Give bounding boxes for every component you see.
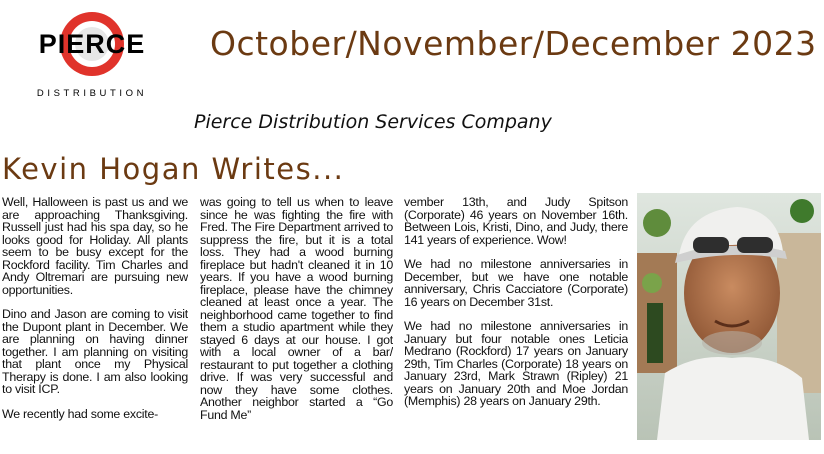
article-column-3 <box>404 196 628 454</box>
article-column-1 <box>2 196 188 454</box>
portrait-photo <box>637 193 821 440</box>
paragraph: vember 13th, and Judy Spitson (Corporate) 46 years on November 16th. Between Lois, Kristi, Dino, and Judy, there 141 years of experience. Wow! <box>404 196 628 247</box>
issue-title: October/November/December 2023 <box>210 24 817 63</box>
pierce-logo <box>6 4 178 98</box>
paragraph: We had no milestone anniversaries in December, but we have one notable anniversary, Chris Cacciatore (Corporate) 16 years on December 31st. <box>404 257 628 309</box>
article-column-2 <box>200 196 393 454</box>
logo-wordmark: PIERCE <box>38 29 146 59</box>
paragraph: Dino and Jason are coming to visit the Dupont plant in December. We are planning on having dinner together. I am planning on visiting that plant once my Physical Therapy is done. I am also looking to visit ICP. <box>2 307 188 396</box>
company-subtitle: Pierce Distribution Services Company <box>194 111 552 133</box>
paragraph: Well, Halloween is past us and we are approaching Thanksgiving. Russell just had his spa day, so he looks good for Holiday. All plants seem to be busy except for the Rockford facility. Tim Charles and Andy Oltremari are pursuing new opportunities. <box>2 196 188 297</box>
logo-subtext: DISTRIBUTION <box>36 88 148 98</box>
article-headline: Kevin Hogan Writes... <box>2 152 345 186</box>
paragraph: We had no milestone anniversaries in January but four notable ones Leticia Medrano (Rockford) 17 years on January 29th, Tim Charles (Corporate) 18 years on January 23rd, Mark Strawn (Ripley) 21 years on January 20th and Moe Jordan (Memphis) 28 years on January 29th. <box>404 319 628 408</box>
paragraph: We recently had some excite- <box>2 406 158 421</box>
paragraph: was going to tell us when to leave since he was fighting the fire with Fred. The Fire Department arrived to suppress the fire, but it is a total loss. They had a wood burning fireplace but hadn't cleaned it in 10 years. If you have a wood burning fireplace, please have the chimney cleaned at least once a year. The neighborhood came together to find them a studio apartment while they stayed 6 days at our house. I got with a local owner of a bar/ restaurant to put together a clothing drive. If was very successful and now they have some clothes. Another neighbor started a “Go Fund Me” <box>200 196 393 422</box>
